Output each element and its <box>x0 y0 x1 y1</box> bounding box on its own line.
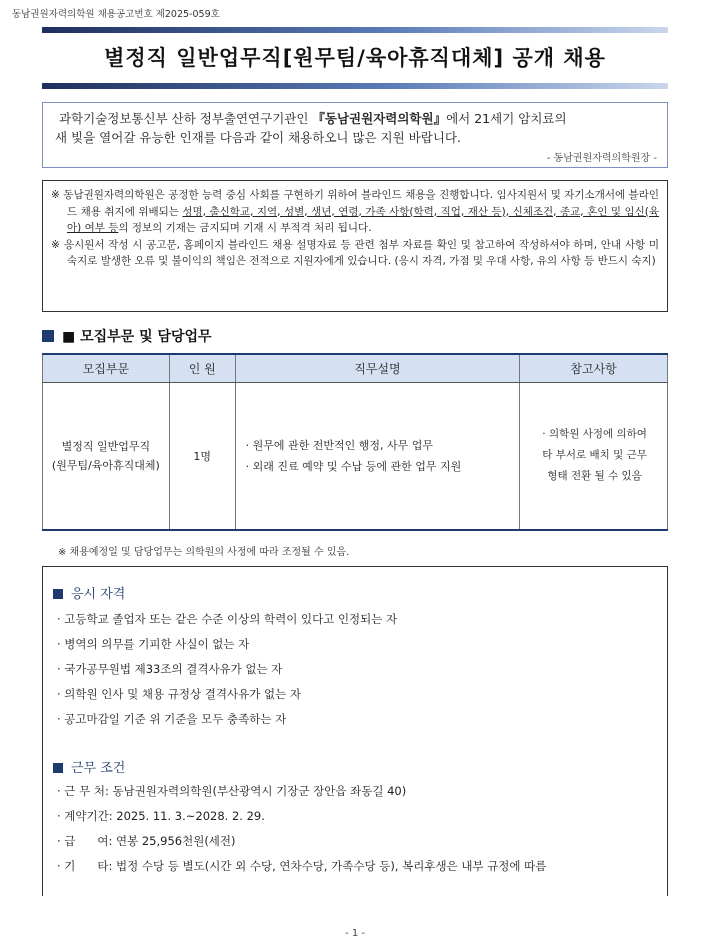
notice-paragraph-1 <box>51 187 659 237</box>
cell-notes <box>520 382 668 530</box>
duty-item-1: · 원무에 관한 전반적인 행정, 사무 업무 <box>245 438 434 452</box>
notice-p1-underlined: 성명, 출신학교, 지역, 성별, 생년, 연령, 가족 사항(학력, 직업, 재산 등), 신체조건, 종교, 혼인 및 임신(육아) 여부 등 <box>67 205 660 234</box>
recruitment-table <box>42 353 668 531</box>
list-item: · 고등학교 졸업자 또는 같은 수준 이상의 학력이 있다고 인정되는 자 <box>57 612 398 626</box>
conditions-list <box>57 779 546 879</box>
section-heading-recruitment <box>42 326 212 346</box>
note-line3: 형태 전환 될 수 있음 <box>547 470 642 483</box>
qualifications-heading <box>53 583 125 602</box>
intro-text <box>55 109 659 147</box>
header-dept: 모집부문 <box>43 354 170 382</box>
list-item: · 계약기간: 2025. 11. 3.~2028. 2. 29. <box>57 809 265 823</box>
title-bar-top <box>42 27 668 33</box>
list-item: · 국가공무원법 제33조의 결격사유가 없는 자 <box>57 662 283 676</box>
page-number: - 1 - <box>345 928 365 939</box>
conditions-heading <box>53 757 125 776</box>
note-line2: 타 부서로 배치 및 근무 <box>542 449 647 462</box>
section-heading-text: ■ 모집부문 및 담당업무 <box>62 329 212 345</box>
intro-line1-post: 에서 21세기 암치료의 <box>446 111 567 126</box>
table-row <box>43 382 668 530</box>
header-duty: 직무설명 <box>235 354 520 382</box>
intro-box <box>42 102 668 168</box>
list-item: · 기 타: 법정 수당 등 별도(시간 외 수당, 연차수당, 가족수당 등), 복리후생은 내부 규정에 따름 <box>57 859 547 873</box>
notice-paragraph-2: ※ 응시원서 작성 시 공고문, 홈페이지 블라인드 채용 설명자료 등 관련 첨부 자료를 확인 및 참고하여 작성하셔야 하며, 안내 사항 미숙지로 발생한 오류 및 불이익의 책임은 전적으로 지원자에게 있습니다. (응시 자격, 가점 및 우대 사항, 유의 사항 등 반드시 숙지) <box>51 238 659 267</box>
note-line1: · 의학원 사정에 의하여 <box>542 428 647 441</box>
notice-p1-a: ※ 동남권원자력의학원은 공정한 능력 중심 사회를 구현하기 위하여 블라인드 채용을 진행합니다. 임사지원서 및 자기소개서에 블라인드 채용 취지에 위배되는 <box>51 189 659 218</box>
header-notes: 참고사항 <box>520 354 668 382</box>
dept-line2: (원무팀/육아휴직대체) <box>51 458 160 472</box>
intro-line1-pre: 과학기술정보통신부 산하 정부출연연구기관인 <box>58 111 313 126</box>
document-number: 동남권원자력의학원 채용공고번호 제2025-059호 <box>12 9 220 20</box>
header-count: 인 원 <box>169 354 235 382</box>
blind-recruitment-notice <box>42 180 668 312</box>
intro-line2: 새 빛을 열어갈 유능한 인재를 다음과 같이 채용하오니 많은 지원 바랍니다. <box>55 130 461 145</box>
table-header-row <box>43 354 668 382</box>
intro-org-name: 『동남권원자력의학원』 <box>312 111 447 126</box>
qualifications-list <box>57 607 397 732</box>
page-title: 별정직 일반업무직[원무팀/육아휴직대체] 공개 채용 <box>104 46 606 70</box>
title-band <box>42 27 668 89</box>
cell-duty <box>235 382 520 530</box>
duty-item-2: · 외래 진료 예약 및 수납 등에 관한 업무 지원 <box>245 459 462 473</box>
conditions-heading-text: 근무 조건 <box>71 761 126 776</box>
requirements-box <box>42 566 668 896</box>
list-item: · 의학원 인사 및 채용 규정상 결격사유가 없는 자 <box>57 687 301 701</box>
title-bar-bottom <box>42 83 668 89</box>
notice-p1-b: 의 정보의 기재는 금지되며 기재 시 부적격 처리 됩니다. <box>118 222 372 234</box>
list-item: · 급 여: 연봉 25,956천원(세전) <box>57 834 236 848</box>
list-item: · 병역의 의무를 기피한 사실이 없는 자 <box>57 637 250 651</box>
heading-square-icon <box>53 589 63 599</box>
heading-square-icon <box>53 763 63 773</box>
dept-line1: 별정직 일반업무직 <box>61 439 151 453</box>
list-item: · 공고마감일 기준 위 기준을 모두 충족하는 자 <box>57 712 287 726</box>
intro-signature: - 동남권원자력의학원장 - <box>546 153 657 164</box>
cell-count: 1명 <box>169 382 235 530</box>
cell-dept <box>43 382 170 530</box>
qualifications-heading-text: 응시 자격 <box>71 587 126 602</box>
table-footnote: ※ 채용예정일 및 담당업무는 의학원의 사정에 따라 조정될 수 있음. <box>58 547 350 558</box>
list-item: · 근 무 처: 동남권원자력의학원(부산광역시 기장군 장안읍 좌동길 40) <box>57 784 407 798</box>
section-square-icon <box>42 330 54 342</box>
